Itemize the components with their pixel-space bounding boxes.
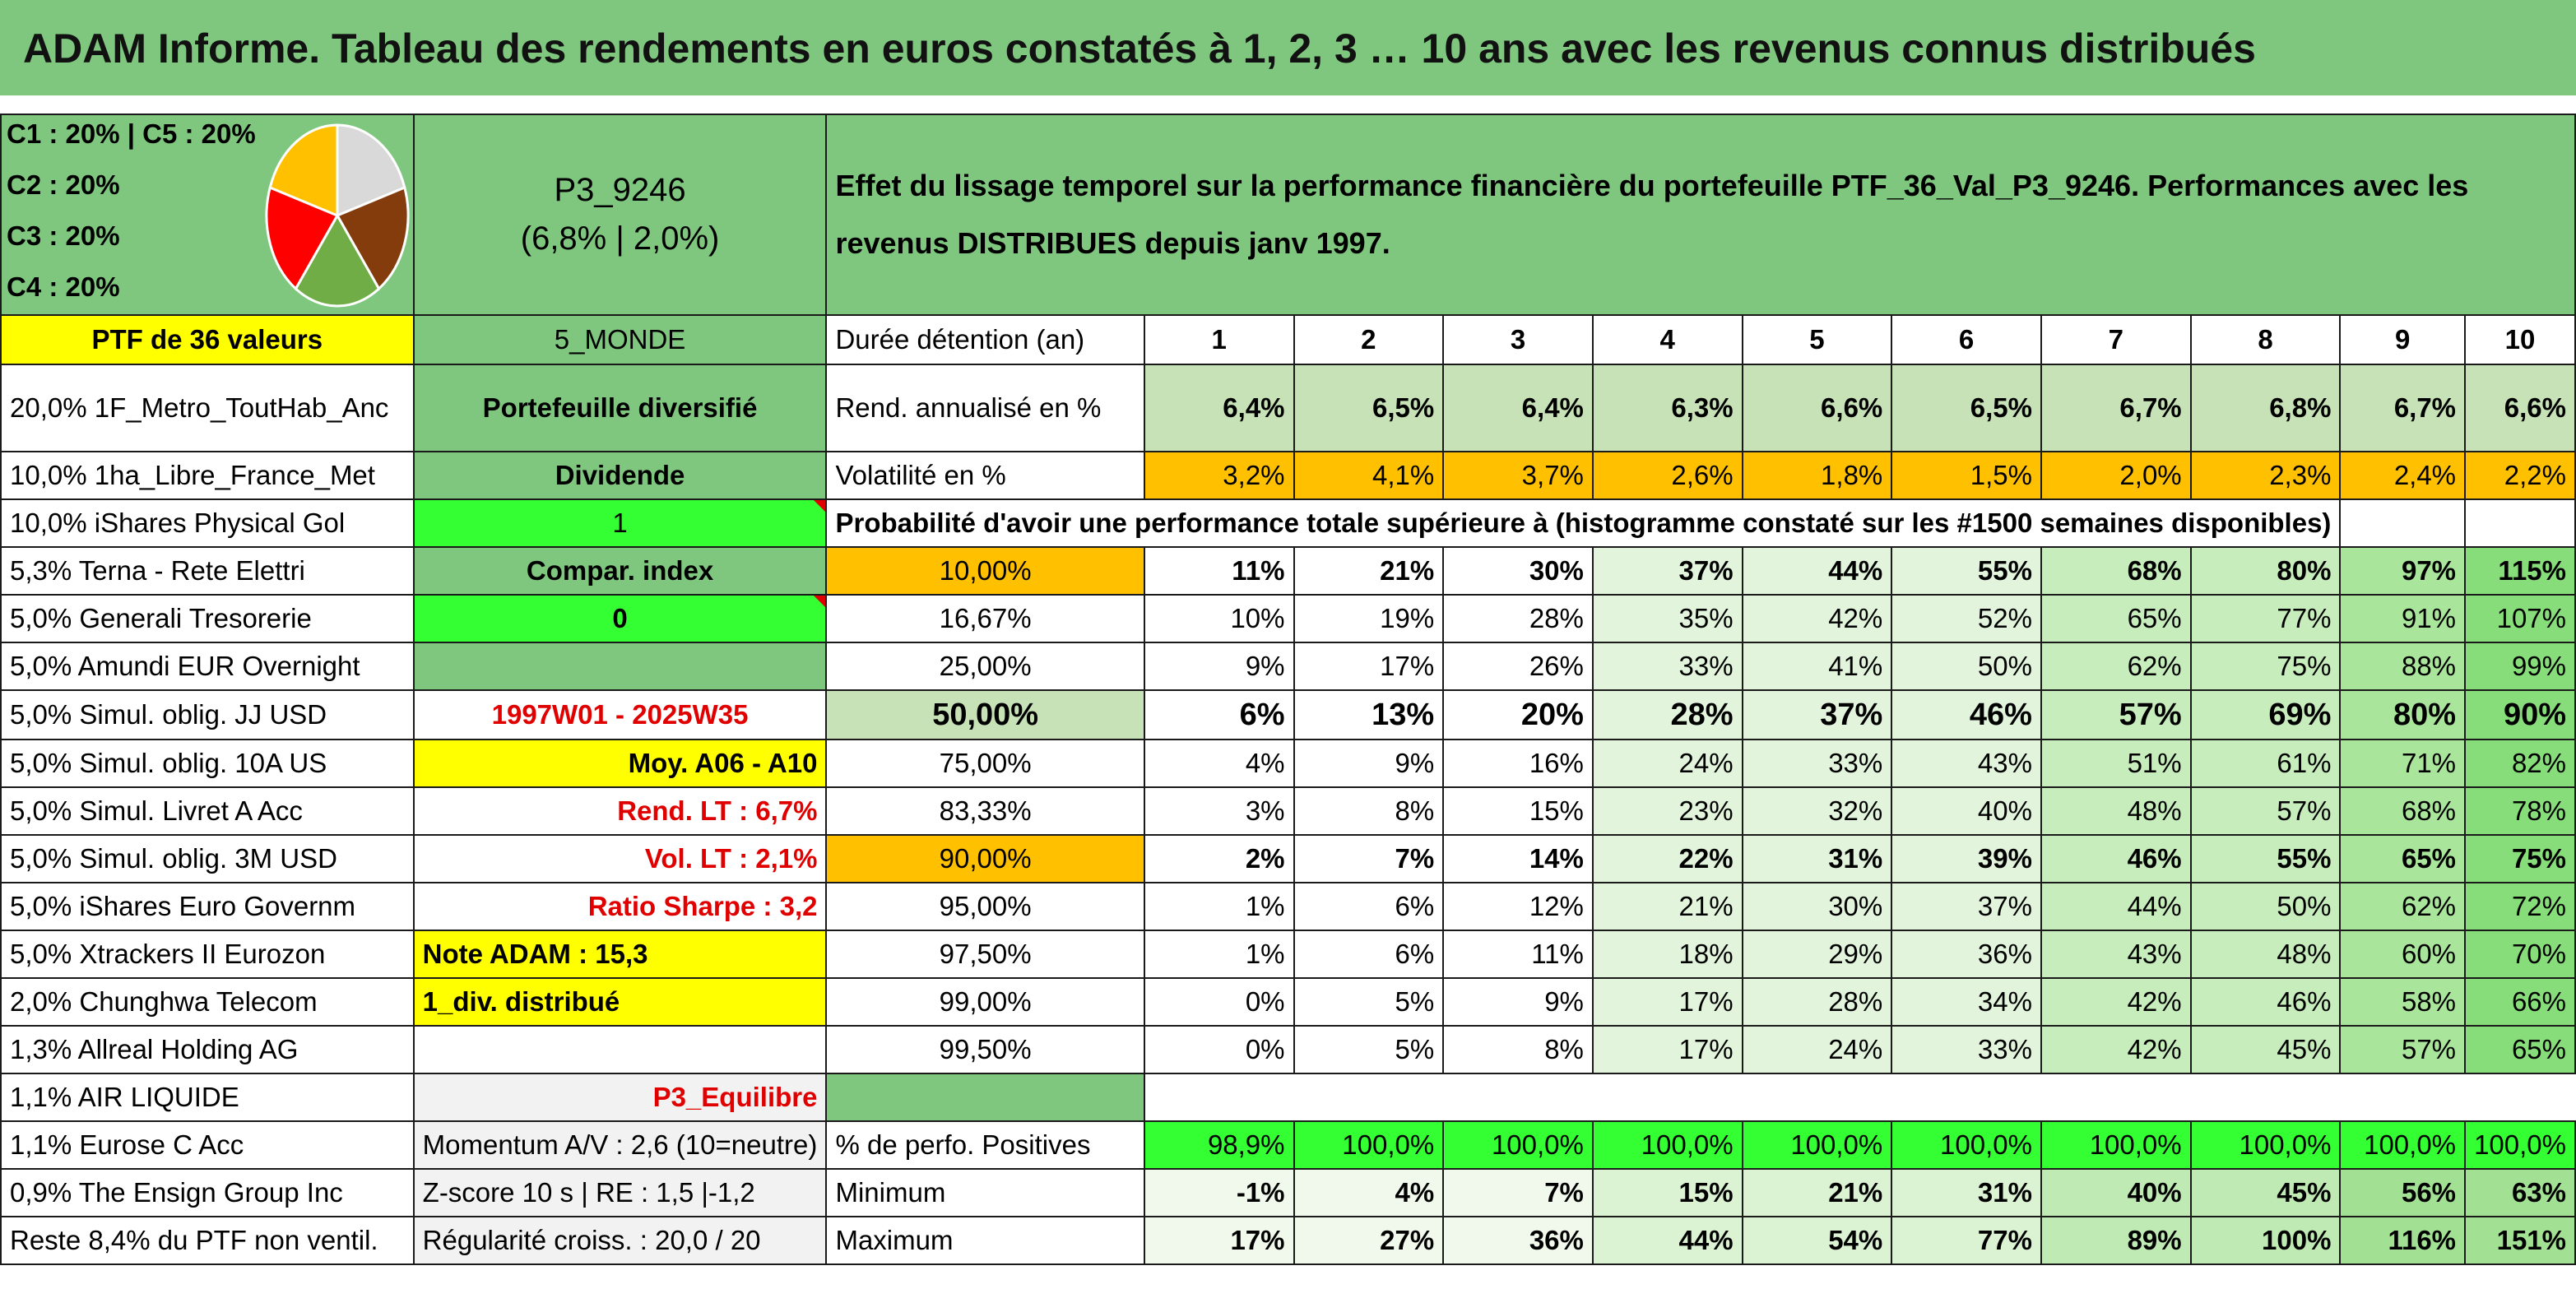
vol-lt: Vol. LT : 2,1% bbox=[414, 835, 827, 883]
probability-value: 77% bbox=[2191, 595, 2341, 642]
probability-value: 17% bbox=[1593, 1026, 1743, 1073]
probability-value: 70% bbox=[2465, 930, 2575, 978]
minimum-value: 45% bbox=[2191, 1169, 2341, 1217]
rend-label: Rend. annualisé en % bbox=[826, 364, 1144, 452]
probability-value: 97% bbox=[2340, 547, 2465, 595]
probability-value: 80% bbox=[2191, 547, 2341, 595]
probability-value: 31% bbox=[1743, 835, 1892, 883]
zscore: Z-score 10 s | RE : 1,5 |-1,2 bbox=[414, 1169, 827, 1217]
probability-value: 51% bbox=[2041, 740, 2191, 787]
probability-value: 39% bbox=[1891, 835, 2041, 883]
maximum-label: Maximum bbox=[826, 1217, 1144, 1264]
probability-value: 52% bbox=[1891, 595, 2041, 642]
table-row bbox=[1, 740, 2575, 787]
probability-value: 78% bbox=[2465, 787, 2575, 835]
holding-row: 5,0% iShares Euro Governm bbox=[1, 883, 414, 930]
probability-value: 50% bbox=[1891, 642, 2041, 690]
probability-value: 37% bbox=[1593, 547, 1743, 595]
minimum-value: 7% bbox=[1443, 1169, 1593, 1217]
probability-value: 57% bbox=[2340, 1026, 2465, 1073]
probability-value: 29% bbox=[1743, 930, 1892, 978]
table-row bbox=[1, 499, 2575, 547]
table-row bbox=[1, 595, 2575, 642]
rend-value: 6,5% bbox=[1294, 364, 1444, 452]
dividend-label: Dividende bbox=[414, 452, 827, 499]
probability-value: 88% bbox=[2340, 642, 2465, 690]
table-row bbox=[1, 930, 2575, 978]
probability-value: 37% bbox=[1743, 690, 1892, 740]
maximum-value: 116% bbox=[2340, 1217, 2465, 1264]
vol-value: 2,3% bbox=[2191, 452, 2341, 499]
holding-row: 10,0% iShares Physical Gol bbox=[1, 499, 414, 547]
allocation-line: C3 : 20% bbox=[7, 220, 120, 251]
vol-value: 1,5% bbox=[1891, 452, 2041, 499]
maximum-value: 17% bbox=[1144, 1217, 1294, 1264]
probability-value: 50% bbox=[2191, 883, 2341, 930]
holding-row: 5,0% Simul. oblig. JJ USD bbox=[1, 690, 414, 740]
holding-row: 5,0% Xtrackers II Eurozon bbox=[1, 930, 414, 978]
probability-value: 43% bbox=[1891, 740, 2041, 787]
probability-value: 8% bbox=[1294, 787, 1444, 835]
probability-value: 13% bbox=[1294, 690, 1444, 740]
probability-value: 30% bbox=[1443, 547, 1593, 595]
probability-value: 18% bbox=[1593, 930, 1743, 978]
probability-value: 62% bbox=[2041, 642, 2191, 690]
vol-value: 2,4% bbox=[2340, 452, 2465, 499]
probability-value: 75% bbox=[2191, 642, 2341, 690]
probability-value: 32% bbox=[1743, 787, 1892, 835]
probability-value: 60% bbox=[2340, 930, 2465, 978]
positive-value: 100,0% bbox=[1294, 1121, 1444, 1169]
portfolio-id-block bbox=[414, 114, 827, 315]
probability-value: 57% bbox=[2191, 787, 2341, 835]
table-row bbox=[1, 114, 2575, 215]
rend-value: 6,7% bbox=[2041, 364, 2191, 452]
probability-value: 9% bbox=[1443, 978, 1593, 1026]
table-row bbox=[1, 1169, 2575, 1217]
table-row bbox=[1, 835, 2575, 883]
probability-value: 41% bbox=[1743, 642, 1892, 690]
minimum-value: 56% bbox=[2340, 1169, 2465, 1217]
probability-value: 3% bbox=[1144, 787, 1294, 835]
table-row bbox=[1, 452, 2575, 499]
probability-value: 11% bbox=[1443, 930, 1593, 978]
probability-value: 43% bbox=[2041, 930, 2191, 978]
holding-row: 1,3% Allreal Holding AG bbox=[1, 1026, 414, 1073]
rend-value: 6,3% bbox=[1593, 364, 1743, 452]
table-row bbox=[1, 1121, 2575, 1169]
probability-value: 55% bbox=[2191, 835, 2341, 883]
minimum-value: 15% bbox=[1593, 1169, 1743, 1217]
probability-value: 11% bbox=[1144, 547, 1294, 595]
probability-value: 10% bbox=[1144, 595, 1294, 642]
table-row bbox=[1, 1026, 2575, 1073]
probability-value: 6% bbox=[1144, 690, 1294, 740]
positive-value: 100,0% bbox=[2191, 1121, 2341, 1169]
dividend-value: 1 bbox=[414, 499, 827, 547]
probability-value: 4% bbox=[1144, 740, 1294, 787]
probability-value: 33% bbox=[1743, 740, 1892, 787]
holding-row: 1,1% Eurose C Acc bbox=[1, 1121, 414, 1169]
probability-value: 68% bbox=[2340, 787, 2465, 835]
year-header: 1 bbox=[1144, 315, 1294, 364]
probability-value: 65% bbox=[2340, 835, 2465, 883]
probability-value: 48% bbox=[2041, 787, 2191, 835]
probability-value: 5% bbox=[1294, 1026, 1444, 1073]
probability-value: 8% bbox=[1443, 1026, 1593, 1073]
maximum-value: 44% bbox=[1593, 1217, 1743, 1264]
probability-value: 57% bbox=[2041, 690, 2191, 740]
maximum-value: 77% bbox=[1891, 1217, 2041, 1264]
holding-duration-label: Durée détention (an) bbox=[826, 315, 1144, 364]
table-row bbox=[1, 978, 2575, 1026]
probability-value: 34% bbox=[1891, 978, 2041, 1026]
positive-value: 100,0% bbox=[2340, 1121, 2465, 1169]
rend-value: 6,5% bbox=[1891, 364, 2041, 452]
probability-value: 48% bbox=[2191, 930, 2341, 978]
probability-value: 36% bbox=[1891, 930, 2041, 978]
title-banner bbox=[0, 0, 2576, 95]
compar-value: 0 bbox=[414, 595, 827, 642]
portfolio-count: PTF de 36 valeurs bbox=[1, 315, 414, 364]
probability-value: 23% bbox=[1593, 787, 1743, 835]
minimum-value: 63% bbox=[2465, 1169, 2575, 1217]
positive-value: 98,9% bbox=[1144, 1121, 1294, 1169]
probability-threshold: 10,00% bbox=[826, 547, 1144, 595]
empty-cell bbox=[2465, 499, 2575, 547]
rend-value: 6,8% bbox=[2191, 364, 2341, 452]
probability-value: 0% bbox=[1144, 1026, 1294, 1073]
holding-row: 0,9% The Ensign Group Inc bbox=[1, 1169, 414, 1217]
table-row bbox=[1, 1217, 2575, 1264]
probability-value: 1% bbox=[1144, 883, 1294, 930]
rend-value: 6,4% bbox=[1443, 364, 1593, 452]
probability-value: 44% bbox=[1743, 547, 1892, 595]
year-header: 8 bbox=[2191, 315, 2341, 364]
table-row bbox=[1, 547, 2575, 595]
compar-label: Compar. index bbox=[414, 547, 827, 595]
allocation-pie-chart bbox=[263, 120, 411, 311]
regularite: Régularité croiss. : 20,0 / 20 bbox=[414, 1217, 827, 1264]
period-label: 1997W01 - 2025W35 bbox=[414, 690, 827, 740]
probability-value: 7% bbox=[1294, 835, 1444, 883]
minimum-value: 31% bbox=[1891, 1169, 2041, 1217]
probability-value: 0% bbox=[1144, 978, 1294, 1026]
positive-value: 100,0% bbox=[1743, 1121, 1892, 1169]
probability-value: 90% bbox=[2465, 690, 2575, 740]
probability-threshold: 97,50% bbox=[826, 930, 1144, 978]
probability-value: 69% bbox=[2191, 690, 2341, 740]
maximum-value: 36% bbox=[1443, 1217, 1593, 1264]
probability-threshold: 99,50% bbox=[826, 1026, 1144, 1073]
table-row bbox=[1, 787, 2575, 835]
probability-value: 46% bbox=[2041, 835, 2191, 883]
probability-value: 16% bbox=[1443, 740, 1593, 787]
probability-value: 20% bbox=[1443, 690, 1593, 740]
moy-label: Moy. A06 - A10 bbox=[414, 740, 827, 787]
probability-value: 40% bbox=[1891, 787, 2041, 835]
probability-value: 107% bbox=[2465, 595, 2575, 642]
vol-value: 3,2% bbox=[1144, 452, 1294, 499]
probability-value: 24% bbox=[1743, 1026, 1892, 1073]
table-row bbox=[1, 1073, 2575, 1121]
year-header: 3 bbox=[1443, 315, 1593, 364]
empty-cell bbox=[2340, 499, 2465, 547]
probability-value: 19% bbox=[1294, 595, 1444, 642]
probability-value: 14% bbox=[1443, 835, 1593, 883]
probability-header: Probabilité d'avoir une performance totale supérieure à (histogramme constaté sur les #1500 semaines disponibles) bbox=[826, 499, 2340, 547]
probability-value: 30% bbox=[1743, 883, 1892, 930]
probability-value: 46% bbox=[1891, 690, 2041, 740]
year-header: 2 bbox=[1294, 315, 1444, 364]
probability-value: 115% bbox=[2465, 547, 2575, 595]
probability-value: 28% bbox=[1443, 595, 1593, 642]
probability-value: 68% bbox=[2041, 547, 2191, 595]
minimum-value: 40% bbox=[2041, 1169, 2191, 1217]
probability-value: 61% bbox=[2191, 740, 2341, 787]
probability-value: 26% bbox=[1443, 642, 1593, 690]
probability-value: 37% bbox=[1891, 883, 2041, 930]
rend-value: 6,6% bbox=[1743, 364, 1892, 452]
maximum-value: 100% bbox=[2191, 1217, 2341, 1264]
vol-value: 2,0% bbox=[2041, 452, 2191, 499]
holding-row: Reste 8,4% du PTF non ventil. bbox=[1, 1217, 414, 1264]
probability-value: 28% bbox=[1593, 690, 1743, 740]
year-header: 6 bbox=[1891, 315, 2041, 364]
year-header: 9 bbox=[2340, 315, 2465, 364]
profile-label: P3_Equilibre bbox=[414, 1073, 827, 1121]
portfolio-description: Effet du lissage temporel sur la performance financière du portefeuille PTF_36_Val_P3_9246. Performances avec les revenus DISTRIBUES depuis janv 1997. bbox=[826, 114, 2575, 315]
probability-threshold: 95,00% bbox=[826, 883, 1144, 930]
probability-value: 33% bbox=[1891, 1026, 2041, 1073]
holding-row: 5,0% Amundi EUR Overnight bbox=[1, 642, 414, 690]
holding-row: 5,0% Generali Tresorerie bbox=[1, 595, 414, 642]
table-row bbox=[1, 690, 2575, 740]
report-title: ADAM Informe. Tableau des rendements en euros constatés à 1, 2, 3 … 10 ans avec les revenus connus distribués bbox=[23, 26, 2256, 72]
zone-label: 5_MONDE bbox=[414, 315, 827, 364]
probability-value: 1% bbox=[1144, 930, 1294, 978]
probability-value: 42% bbox=[2041, 978, 2191, 1026]
portfolio-code: P3_9246 bbox=[554, 172, 686, 208]
probability-threshold: 25,00% bbox=[826, 642, 1144, 690]
probability-value: 72% bbox=[2465, 883, 2575, 930]
positive-value: 100,0% bbox=[2041, 1121, 2191, 1169]
probability-threshold: 75,00% bbox=[826, 740, 1144, 787]
holding-row: 1,1% AIR LIQUIDE bbox=[1, 1073, 414, 1121]
probability-value: 44% bbox=[2041, 883, 2191, 930]
probability-value: 55% bbox=[1891, 547, 2041, 595]
maximum-value: 151% bbox=[2465, 1217, 2575, 1264]
sharpe-ratio: Ratio Sharpe : 3,2 bbox=[414, 883, 827, 930]
probability-value: 21% bbox=[1593, 883, 1743, 930]
year-header: 10 bbox=[2465, 315, 2575, 364]
holding-row: 5,0% Simul. oblig. 3M USD bbox=[1, 835, 414, 883]
rend-value: 6,6% bbox=[2465, 364, 2575, 452]
probability-value: 28% bbox=[1743, 978, 1892, 1026]
adam-note: Note ADAM : 15,3 bbox=[414, 930, 827, 978]
probability-value: 65% bbox=[2041, 595, 2191, 642]
probability-value: 5% bbox=[1294, 978, 1444, 1026]
probability-value: 6% bbox=[1294, 883, 1444, 930]
table-row bbox=[1, 642, 2575, 690]
positive-value: 100,0% bbox=[1443, 1121, 1593, 1169]
holding-row: 2,0% Chunghwa Telecom bbox=[1, 978, 414, 1026]
probability-value: 42% bbox=[2041, 1026, 2191, 1073]
year-header: 7 bbox=[2041, 315, 2191, 364]
portfolio-stats: (6,8% | 2,0%) bbox=[520, 220, 720, 257]
probability-value: 9% bbox=[1294, 740, 1444, 787]
vol-value: 2,2% bbox=[2465, 452, 2575, 499]
empty-cell bbox=[414, 1026, 827, 1073]
rend-value: 6,4% bbox=[1144, 364, 1294, 452]
year-header: 4 bbox=[1593, 315, 1743, 364]
diversified-label: Portefeuille diversifié bbox=[414, 364, 827, 452]
positive-label: % de perfo. Positives bbox=[826, 1121, 1144, 1169]
probability-value: 33% bbox=[1593, 642, 1743, 690]
performance-table bbox=[0, 114, 2576, 1265]
minimum-value: 21% bbox=[1743, 1169, 1892, 1217]
vol-value: 4,1% bbox=[1294, 452, 1444, 499]
minimum-value: -1% bbox=[1144, 1169, 1294, 1217]
maximum-value: 89% bbox=[2041, 1217, 2191, 1264]
allocation-block bbox=[1, 114, 414, 315]
probability-value: 35% bbox=[1593, 595, 1743, 642]
minimum-label: Minimum bbox=[826, 1169, 1144, 1217]
allocation-line: C1 : 20% | C5 : 20% bbox=[7, 118, 256, 149]
probability-value: 21% bbox=[1294, 547, 1444, 595]
maximum-value: 27% bbox=[1294, 1217, 1444, 1264]
holding-row: 5,0% Simul. oblig. 10A US bbox=[1, 740, 414, 787]
positive-value: 100,0% bbox=[2465, 1121, 2575, 1169]
empty-cell bbox=[1144, 1073, 2575, 1121]
probability-value: 2% bbox=[1144, 835, 1294, 883]
positive-value: 100,0% bbox=[1891, 1121, 2041, 1169]
probability-value: 58% bbox=[2340, 978, 2465, 1026]
probability-value: 80% bbox=[2340, 690, 2465, 740]
year-header: 5 bbox=[1743, 315, 1892, 364]
probability-value: 99% bbox=[2465, 642, 2575, 690]
positive-value: 100,0% bbox=[1593, 1121, 1743, 1169]
probability-value: 66% bbox=[2465, 978, 2575, 1026]
minimum-value: 4% bbox=[1294, 1169, 1444, 1217]
maximum-value: 54% bbox=[1743, 1217, 1892, 1264]
probability-threshold: 16,67% bbox=[826, 595, 1144, 642]
vol-value: 1,8% bbox=[1743, 452, 1892, 499]
probability-threshold: 90,00% bbox=[826, 835, 1144, 883]
probability-value: 6% bbox=[1294, 930, 1444, 978]
probability-threshold: 50,00% bbox=[826, 690, 1144, 740]
rend-value: 6,7% bbox=[2340, 364, 2465, 452]
holding-row: 5,0% Simul. Livret A Acc bbox=[1, 787, 414, 835]
allocation-line: C4 : 20% bbox=[7, 271, 120, 302]
holding-row: 20,0% 1F_Metro_ToutHab_Anc bbox=[1, 364, 414, 452]
vol-label: Volatilité en % bbox=[826, 452, 1144, 499]
table-row bbox=[1, 315, 2575, 364]
table-row bbox=[1, 364, 2575, 452]
allocation-line: C2 : 20% bbox=[7, 169, 120, 200]
probability-value: 91% bbox=[2340, 595, 2465, 642]
probability-value: 82% bbox=[2465, 740, 2575, 787]
probability-value: 17% bbox=[1294, 642, 1444, 690]
empty-cell bbox=[414, 642, 827, 690]
holding-row: 5,3% Terna - Rete Elettri bbox=[1, 547, 414, 595]
probability-value: 62% bbox=[2340, 883, 2465, 930]
probability-value: 12% bbox=[1443, 883, 1593, 930]
banner-separator bbox=[0, 95, 2576, 115]
probability-value: 42% bbox=[1743, 595, 1892, 642]
empty-cell bbox=[826, 1073, 1144, 1121]
table-row bbox=[1, 883, 2575, 930]
vol-value: 3,7% bbox=[1443, 452, 1593, 499]
probability-value: 46% bbox=[2191, 978, 2341, 1026]
momentum: Momentum A/V : 2,6 (10=neutre) bbox=[414, 1121, 827, 1169]
probability-value: 24% bbox=[1593, 740, 1743, 787]
holding-row: 10,0% 1ha_Libre_France_Met bbox=[1, 452, 414, 499]
probability-value: 65% bbox=[2465, 1026, 2575, 1073]
probability-value: 17% bbox=[1593, 978, 1743, 1026]
probability-value: 22% bbox=[1593, 835, 1743, 883]
probability-threshold: 83,33% bbox=[826, 787, 1144, 835]
probability-value: 45% bbox=[2191, 1026, 2341, 1073]
probability-value: 15% bbox=[1443, 787, 1593, 835]
dividends-distributed: 1_div. distribué bbox=[414, 978, 827, 1026]
probability-threshold: 99,00% bbox=[826, 978, 1144, 1026]
rend-lt: Rend. LT : 6,7% bbox=[414, 787, 827, 835]
probability-value: 71% bbox=[2340, 740, 2465, 787]
vol-value: 2,6% bbox=[1593, 452, 1743, 499]
probability-value: 9% bbox=[1144, 642, 1294, 690]
probability-value: 75% bbox=[2465, 835, 2575, 883]
